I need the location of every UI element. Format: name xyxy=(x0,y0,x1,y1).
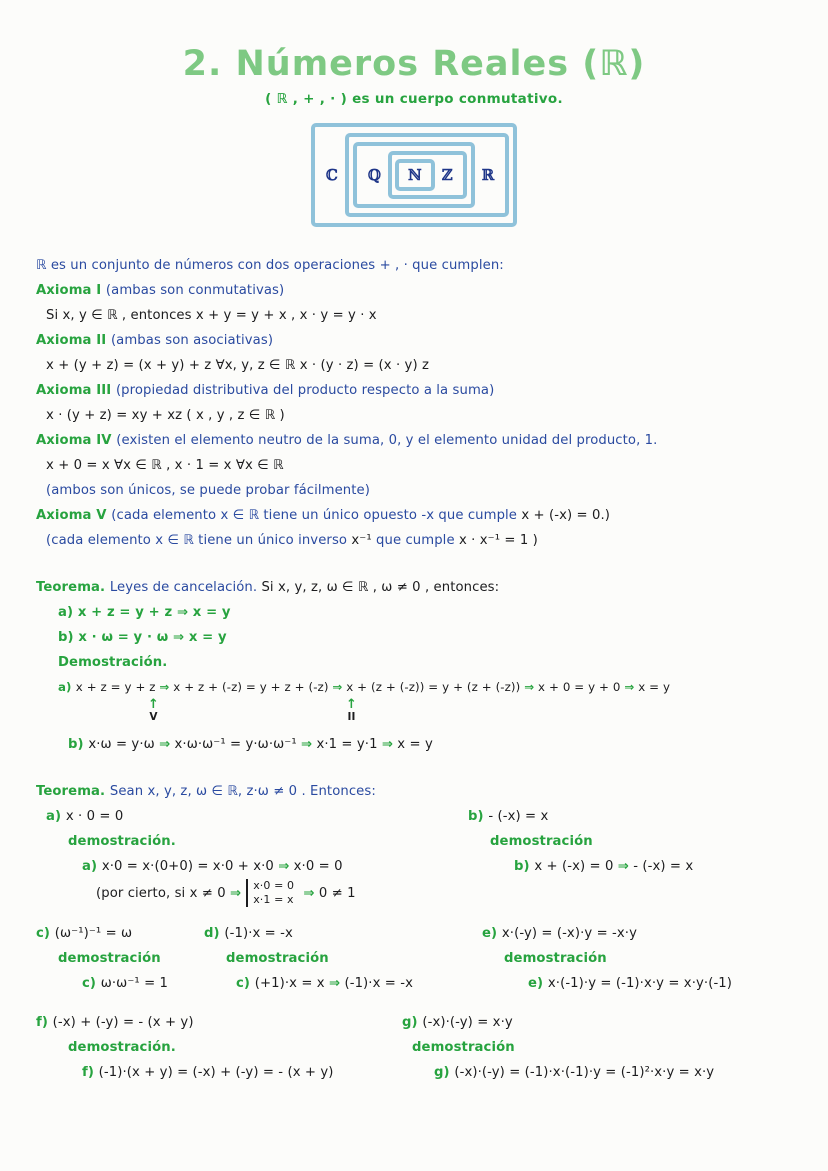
text-run: Sean x, y, z, ω ∈ ℝ, z·ω ≠ 0 . Entonces: xyxy=(109,784,376,799)
text-run: que cumple xyxy=(371,533,459,548)
text-run: demostración. xyxy=(68,1039,176,1055)
note-line xyxy=(204,946,482,971)
note-line xyxy=(36,779,792,804)
text-run: ⇒ xyxy=(159,737,171,752)
text-run: x + 0 = x ∀x ∈ ℝ , x · 1 = x ∀x ∈ ℝ xyxy=(46,458,284,473)
note-line xyxy=(402,1060,792,1085)
text-run: x + (y + z) = (x + y) + z ∀x, y, z ∈ ℝ x · (y · z) = (x · y) z xyxy=(46,358,430,373)
text-run: x + (-x) = 0 xyxy=(534,859,618,874)
note-line xyxy=(36,328,792,353)
note-line xyxy=(482,946,792,971)
note-line xyxy=(36,804,468,829)
text-run: f) xyxy=(82,1064,99,1080)
text-run: x = y xyxy=(393,737,433,752)
note-line xyxy=(36,625,792,650)
text-run: Demostración. xyxy=(58,655,168,670)
text-run: Teorema. xyxy=(36,580,110,595)
set-box-integer xyxy=(388,151,467,199)
text-run: g) xyxy=(402,1014,423,1030)
text-run: x·ω·ω⁻¹ = y·ω·ω⁻¹ xyxy=(170,737,301,752)
text-run: (ω⁻¹)⁻¹ = ω xyxy=(54,925,133,941)
text-run: c) xyxy=(236,975,255,991)
text-run: (-1)·(x + y) = (-x) + (-y) = - (x + y) xyxy=(98,1064,334,1080)
section-axioms xyxy=(36,253,792,553)
note-line xyxy=(36,278,792,303)
text-run: x·(-y) = (-x)·y = -x·y xyxy=(501,925,637,941)
note-line xyxy=(36,732,792,757)
set-label-integer: ℤ xyxy=(441,166,453,184)
text-run: ⇒ xyxy=(278,859,290,874)
note-line xyxy=(204,921,482,946)
note-line xyxy=(204,971,482,996)
text-run: (por cierto, si x ≠ 0 xyxy=(96,885,231,901)
note-line xyxy=(36,854,468,879)
axiom-reference-marks-line xyxy=(36,698,792,732)
set-box-real xyxy=(345,133,509,217)
text-run: (-1)·x = -x xyxy=(340,975,413,991)
text-run: (-x)·(-y) = x·y xyxy=(422,1014,513,1030)
text-run: b) x · ω = y · ω ⇒ x = y xyxy=(58,630,227,645)
note-line xyxy=(36,879,468,907)
note-line xyxy=(468,804,792,829)
text-run: x + 0 = y + 0 xyxy=(534,680,625,694)
text-run: b) xyxy=(468,809,489,824)
text-run: Axioma III xyxy=(36,383,116,398)
text-run: ⇒ xyxy=(301,737,313,752)
stacked-equation-row: x·1 = x xyxy=(253,892,294,906)
set-box-natural xyxy=(395,159,435,191)
text-run: ⇒ xyxy=(329,975,341,991)
note-line xyxy=(36,575,792,600)
set-label-rational: ℚ xyxy=(367,166,381,184)
block-f xyxy=(36,1010,402,1085)
text-run: x · 0 = 0 xyxy=(65,809,124,824)
note-line xyxy=(36,478,792,503)
text-run: a) x + z = y + z ⇒ x = y xyxy=(58,605,231,620)
note-line xyxy=(36,921,204,946)
note-line xyxy=(36,503,792,528)
set-box-complex xyxy=(311,123,517,227)
text-run: a) xyxy=(58,680,76,694)
note-line xyxy=(36,971,204,996)
text-run: x · x⁻¹ = 1 ) xyxy=(458,533,538,548)
text-run: - (-x) = x xyxy=(488,809,549,824)
page-subtitle: ( ℝ , + , · ) es un cuerpo conmutativo. xyxy=(265,91,563,107)
text-run: x·0 = 0 xyxy=(289,859,343,874)
note-line xyxy=(36,600,792,625)
text-run: x·0 = x·(0+0) = x·0 + x·0 xyxy=(101,859,279,874)
axiom-reference-mark xyxy=(148,698,159,723)
text-run: 0 ≠ 1 xyxy=(314,885,356,901)
text-run: c) xyxy=(36,925,55,941)
mark-label: II xyxy=(347,710,356,723)
text-run: ℝ es un conjunto de números con dos operaciones + , · que cumplen: xyxy=(36,258,504,273)
text-run: x·ω = y·ω xyxy=(88,737,160,752)
note-line xyxy=(36,353,792,378)
text-run: (ambas son asociativas) xyxy=(110,333,274,348)
note-line xyxy=(36,428,792,453)
text-run: f) xyxy=(36,1014,53,1030)
page-title: 2. Números Reales (ℝ) xyxy=(182,44,646,84)
block-d xyxy=(204,921,482,996)
text-run: x·1 = y·1 xyxy=(312,737,382,752)
teorema-2-row-2 xyxy=(36,921,792,996)
text-run: demostración. xyxy=(68,834,176,849)
text-run: x·(-1)·y = (-1)·x·y = x·y·(-1) xyxy=(547,975,733,991)
text-run: b) xyxy=(514,859,535,874)
note-line xyxy=(36,946,204,971)
note-line xyxy=(36,403,792,428)
text-run: (-1)·x = -x xyxy=(224,925,293,941)
text-run: ⇒ xyxy=(624,680,635,694)
text-run: (ambas son conmutativas) xyxy=(105,283,285,298)
note-line xyxy=(468,854,792,879)
note-line xyxy=(36,253,792,278)
text-run: - (-x) = x xyxy=(628,859,694,874)
note-line xyxy=(36,1035,402,1060)
stacked-equation-row: x·0 = 0 xyxy=(253,879,295,892)
text-run: Axioma IV xyxy=(36,433,117,448)
text-run: ⇒ xyxy=(159,680,170,694)
mark-label: V xyxy=(149,710,158,723)
teorema-2-row-1 xyxy=(36,804,792,907)
text-run: ⇒ xyxy=(230,885,242,901)
text-run: ⇒ xyxy=(303,885,315,901)
text-run: Axioma II xyxy=(36,333,111,348)
text-run: Teorema. xyxy=(36,784,110,799)
text-run: a) xyxy=(82,859,102,874)
note-line xyxy=(402,1035,792,1060)
set-box-rational xyxy=(353,142,475,208)
text-run: (cada elemento x ∈ ℝ tiene un único inverso xyxy=(46,533,352,548)
block-a xyxy=(36,804,468,907)
text-run: x⁻¹ xyxy=(351,533,372,548)
text-run: d) xyxy=(204,925,225,941)
text-run: x · (y + z) = xy + xz ( x , y , z ∈ ℝ ) xyxy=(46,408,285,423)
note-line xyxy=(36,378,792,403)
text-run: e) xyxy=(528,975,548,991)
block-g xyxy=(402,1010,792,1085)
text-run: x + z = y + z xyxy=(75,680,160,694)
set-label-real: ℝ xyxy=(481,166,495,184)
text-run: x = y xyxy=(634,680,671,694)
text-run: ⇒ xyxy=(617,859,629,874)
section-teorema-2-head xyxy=(36,779,792,804)
text-run: e) xyxy=(482,925,502,941)
note-line xyxy=(36,528,792,553)
text-run: Si x, y ∈ ℝ , entonces x + y = y + x , x · y = y · x xyxy=(46,308,377,323)
up-arrow-icon: ↑ xyxy=(148,697,159,712)
text-run: (ambos son únicos, se puede probar fácilmente) xyxy=(46,483,370,498)
text-run: ⇒ xyxy=(524,680,535,694)
note-line xyxy=(36,650,792,675)
text-run: demostración xyxy=(58,950,161,966)
text-run: (cada elemento x ∈ ℝ tiene un único opuesto -x que cumple xyxy=(111,508,522,523)
text-run: a) xyxy=(46,809,66,824)
block-b xyxy=(468,804,792,879)
notes-content xyxy=(36,253,792,1085)
text-run: ⇒ xyxy=(381,737,394,752)
set-label-complex: ℂ xyxy=(325,166,338,184)
note-line xyxy=(36,1010,402,1035)
text-run: Axioma I xyxy=(36,283,106,298)
note-line xyxy=(402,1010,792,1035)
text-run: b) xyxy=(68,737,89,752)
text-run: (-x)·(-y) = (-1)·x·(-1)·y = (-1)²·x·y = x·y xyxy=(454,1064,715,1080)
axiom-reference-mark xyxy=(346,698,357,723)
block-e xyxy=(482,921,792,996)
text-run: demostración xyxy=(490,834,593,849)
text-run: ⇒ xyxy=(332,680,343,694)
note-line xyxy=(468,829,792,854)
text-run: demostración xyxy=(412,1039,515,1055)
section-teorema-cancelacion xyxy=(36,575,792,757)
number-sets-diagram xyxy=(36,123,792,227)
note-line xyxy=(36,829,468,854)
note-line xyxy=(36,453,792,478)
text-run: Axioma V xyxy=(36,508,112,523)
note-line xyxy=(36,303,792,328)
text-run: x + z + (-z) = y + z + (-z) xyxy=(169,680,333,694)
up-arrow-icon: ↑ xyxy=(346,697,357,712)
note-line xyxy=(482,921,792,946)
text-run: ω·ω⁻¹ = 1 xyxy=(100,975,168,991)
text-run: (+1)·x = x xyxy=(254,975,330,991)
text-run: (propiedad distributiva del producto respecto a la suma) xyxy=(115,383,495,398)
set-label-natural: ℕ xyxy=(407,166,422,184)
text-run: c) xyxy=(82,975,101,991)
text-run: Leyes de cancelación. xyxy=(109,580,258,595)
note-line xyxy=(482,971,792,996)
stacked-equations xyxy=(246,879,294,907)
note-line xyxy=(36,1060,402,1085)
block-c xyxy=(36,921,204,996)
text-run: x + (z + (-z)) = y + (z + (-z)) xyxy=(342,680,525,694)
text-run: Si x, y, z, ω ∈ ℝ , ω ≠ 0 , entonces: xyxy=(257,580,500,595)
text-run: (existen el elemento neutro de la suma, 0, y el elemento unidad del producto, 1. xyxy=(116,433,658,448)
text-run: demostración xyxy=(504,950,607,966)
text-run: g) xyxy=(434,1064,455,1080)
teorema-2-row-3 xyxy=(36,1010,792,1085)
text-run: demostración xyxy=(226,950,329,966)
text-run: x + (-x) = 0.) xyxy=(521,508,610,523)
text-run: (-x) + (-y) = - (x + y) xyxy=(52,1014,194,1030)
